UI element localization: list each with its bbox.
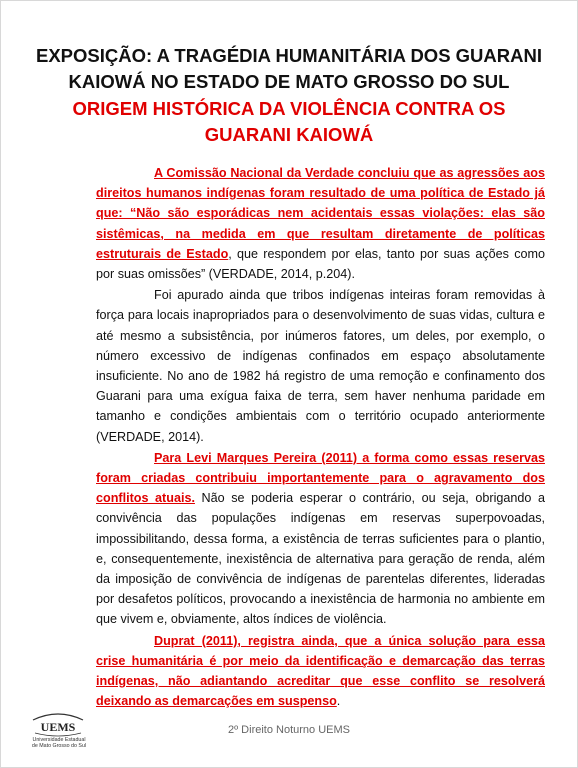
paragraph-1-text: , que respondem por elas, tanto por suas ações como por suas omissões” (VERDADE, 2014, p.204). — [96, 246, 545, 282]
footer-text: 2º Direito Noturno UEMS — [227, 724, 350, 736]
paragraph-4-highlight: Duprat (2011), registra ainda, que a única solução para essa crise humanitária é por meio da identificação e demarcação das terras indígenas, não adiantando acreditar que esse conflito se resolverá deixando as demarcações em suspenso — [96, 633, 545, 709]
page-title — [21, 43, 557, 95]
logo-caption: Universidade Estadual de Mato Grosso do Sul — [31, 737, 87, 749]
subtitle-line-1: ORIGEM HISTÓRICA DA VIOLÊNCIA CONTRA OS — [72, 98, 506, 119]
paragraph-2-text: Foi apurado ainda que tribos indígenas inteiras foram removidas à força para locais inapropriados para o desenvolvimento de suas vidas, cultura e até mesmo a subsistência, por inúmeros fatores, um deles, por exemplo, o número excessivo de indígenas confinados em espaço absolutamente insuficiente. No ano de 1982 há registro de uma remoção e confinamento dos Guarani para uma exígua faixa de terra, sem haver nenhuma paridade em tamanho e condições ambientais com o território ocupado anteriormente (VERDADE, 2014). — [96, 288, 545, 444]
paragraph-2 — [96, 285, 545, 447]
paragraph-1 — [96, 163, 545, 284]
paragraph-1-highlight: A Comissão Nacional da Verdade concluiu que as agressões aos direitos humanos indígenas foram resultado de uma política de Estado já que: “Não são esporádicas nem acidentais essas violações: elas são sistêmicas, na medida em que resultam diretamente de políticas estruturais de Estado — [96, 166, 545, 261]
body-text — [96, 163, 545, 711]
paragraph-3-highlight: Para Levi Marques Pereira (2011) a forma como essas reservas foram criadas contribuiu importantemente para o agravamento dos conflitos atuais. — [96, 450, 545, 506]
paragraph-4-text: . — [336, 694, 341, 709]
paragraph-3 — [96, 448, 545, 630]
paragraph-4 — [96, 631, 545, 712]
title-line-1: EXPOSIÇÃO: A TRAGÉDIA HUMANITÁRIA DOS GUARANI — [35, 45, 542, 66]
paragraph-3-text: Não se poderia esperar o contrário, ou seja, obrigando a convivência das populações indígenas em reservas superpovoadas, impossibilitando, dessa forma, a existência de terras suficientes para o plantio, e, consequentemente, inexistência de alternativa para geração de renda, além da imposição de convivência de indígenas de parentelas diferentes, lideradas por desafetos políticos, provocando a inexistência de harmonia no ambiente em que vivem e, obviamente, altos índices de violência. — [96, 491, 545, 627]
subtitle-line-2: GUARANI KAIOWÁ — [204, 124, 374, 145]
logo-text: UEMS — [40, 720, 76, 734]
page-subtitle — [21, 96, 557, 148]
title-line-2: KAIOWÁ NO ESTADO DE MATO GROSSO DO SUL — [68, 71, 510, 92]
